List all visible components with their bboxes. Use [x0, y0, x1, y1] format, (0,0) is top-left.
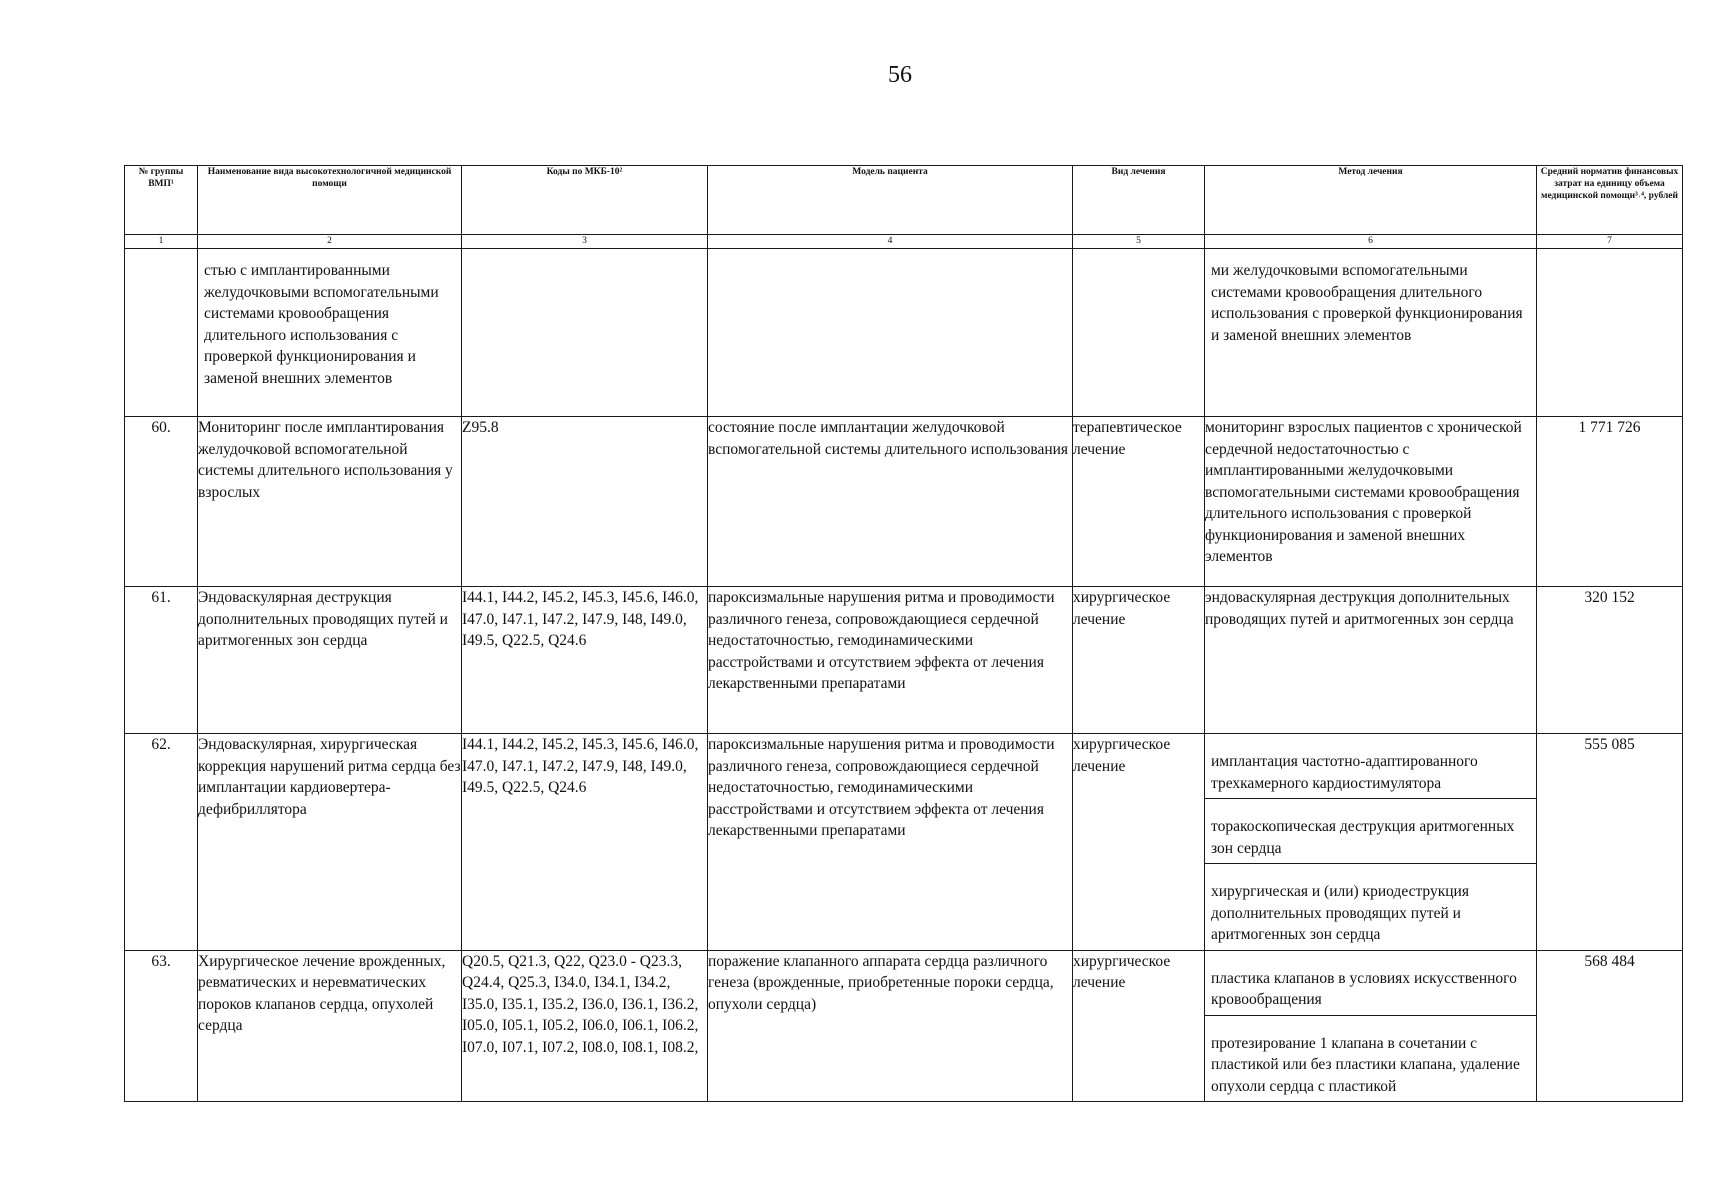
column-number: 1 — [125, 235, 198, 249]
cell-name: Эндоваскулярная, хирургическая коррекция нарушений ритма сердца без имплантации кардиовертера-дефибриллятора — [198, 734, 462, 951]
cell-name: Эндоваскулярная деструкция дополнительных проводящих путей и аритмогенных зон сердца — [198, 587, 462, 734]
cell-treatment: хирургическое лечение — [1073, 587, 1205, 734]
cell-treatment: терапевтическое лечение — [1073, 417, 1205, 587]
cell-methods — [1205, 950, 1537, 1102]
column-number: 2 — [198, 235, 462, 249]
cell-name: Хирургическое лечение врожденных, ревматических и неревматических пороков клапанов сердца, опухолей сердца — [198, 950, 462, 1102]
cell-price: 568 484 — [1537, 950, 1683, 1102]
header-group-number: № группы ВМП¹ — [125, 166, 198, 235]
column-number: 3 — [462, 235, 708, 249]
table-row — [125, 734, 1683, 951]
cell-codes: Z95.8 — [462, 417, 708, 587]
cell-name: Мониторинг после имплантирования желудочковой вспомогательной системы длительного использования у взрослых — [198, 417, 462, 587]
cell-group-number: 61. — [125, 587, 198, 734]
method-item: имплантация частотно-адаптированного трехкамерного кардиостимулятора — [1211, 753, 1478, 792]
header-patient-model: Модель пациента — [708, 166, 1073, 235]
method-item: протезирование 1 клапана в сочетании с пластикой или без пластики клапана, удаление опухоли сердца с пластикой — [1205, 1015, 1536, 1102]
cell-codes: Q20.5, Q21.3, Q22, Q23.0 - Q23.3, Q24.4, Q25.3, I34.0, I34.1, I34.2, I35.0, I35.1, I35.2, I36.0, I36.1, I36.2, I05.0, I05.1, I05.2, I06.0, I06.1, I06.2, I07.0, I07.1, I07.2, I08.0, I08.1, I08.2, — [462, 950, 708, 1102]
cell-model: состояние после имплантации желудочковой вспомогательной системы длительного использования — [708, 417, 1073, 587]
cell-price: 320 152 — [1537, 587, 1683, 734]
cell-group-number: 62. — [125, 734, 198, 951]
cell-price: 555 085 — [1537, 734, 1683, 951]
cell-price: 1 771 726 — [1537, 417, 1683, 587]
column-number: 6 — [1205, 235, 1537, 249]
column-number: 4 — [708, 235, 1073, 249]
table-row — [125, 950, 1683, 1102]
cell-methods — [1205, 734, 1537, 951]
cell-model: пароксизмальные нарушения ритма и проводимости различного генеза, сопровождающиеся сердечной недостаточностью, гемодинамическими расстройствами и отсутствием эффекта от лечения лекарственными препаратами — [708, 734, 1073, 951]
method-item: хирургическая и (или) криодеструкция дополнительных проводящих путей и аритмогенных зон сердца — [1205, 863, 1536, 950]
method-item: торакоскопическая деструкция аритмогенных зон сердца — [1205, 798, 1536, 863]
header-row — [125, 166, 1683, 235]
method-item: пластика клапанов в условиях искусственного кровообращения — [1211, 969, 1517, 1008]
cell-treatment: хирургическое лечение — [1073, 734, 1205, 951]
vmp-table — [124, 165, 1683, 1102]
cell-method: мониторинг взрослых пациентов с хронической сердечной недостаточностью с имплантированными желудочковыми вспомогательными системами кровообращения длительного использования с проверкой функционирования и заменой внешних элементов — [1205, 417, 1537, 587]
table-row — [125, 417, 1683, 587]
cell-method: эндоваскулярная деструкция дополнительных проводящих путей и аритмогенных зон сердца — [1205, 587, 1537, 734]
column-number: 5 — [1073, 235, 1205, 249]
cell-codes: I44.1, I44.2, I45.2, I45.3, I45.6, I46.0, I47.0, I47.1, I47.2, I47.9, I48, I49.0, I49.5, Q22.5, Q24.6 — [462, 734, 708, 951]
column-number-row — [125, 235, 1683, 249]
cell-treatment: хирургическое лечение — [1073, 950, 1205, 1102]
table-row — [125, 587, 1683, 734]
cell-method: ми желудочковыми вспомогательными системами кровообращения длительного использования с проверкой функционирования и заменой внешних элементов — [1205, 249, 1537, 417]
page-number: 56 — [888, 62, 912, 88]
header-treatment-type: Вид лечения — [1073, 166, 1205, 235]
header-treatment-method: Метод лечения — [1205, 166, 1537, 235]
continuation-row — [125, 249, 1683, 417]
header-care-type-name: Наименование вида высокотехнологичной медицинской помощи — [198, 166, 462, 235]
cell-group-number: 60. — [125, 417, 198, 587]
cell-model: пароксизмальные нарушения ритма и проводимости различного генеза, сопровождающиеся сердечной недостаточностью, гемодинамическими расстройствами и отсутствием эффекта от лечения лекарственными препаратами — [708, 587, 1073, 734]
cell-codes: I44.1, I44.2, I45.2, I45.3, I45.6, I46.0, I47.0, I47.1, I47.2, I47.9, I48, I49.0, I49.5, Q22.5, Q24.6 — [462, 587, 708, 734]
header-icd-codes: Коды по МКБ-10² — [462, 166, 708, 235]
header-cost-norm: Средний норматив финансовых затрат на единицу объема медицинской помощи³˒⁴, рублей — [1537, 166, 1683, 235]
cell-model: поражение клапанного аппарата сердца различного генеза (врожденные, приобретенные пороки сердца, опухоли сердца) — [708, 950, 1073, 1102]
column-number: 7 — [1537, 235, 1683, 249]
cell-name: стью с имплантированными желудочковыми вспомогательными системами кровообращения длительного использования с проверкой функционирования и заменой внешних элементов — [198, 249, 462, 417]
cell-group-number: 63. — [125, 950, 198, 1102]
